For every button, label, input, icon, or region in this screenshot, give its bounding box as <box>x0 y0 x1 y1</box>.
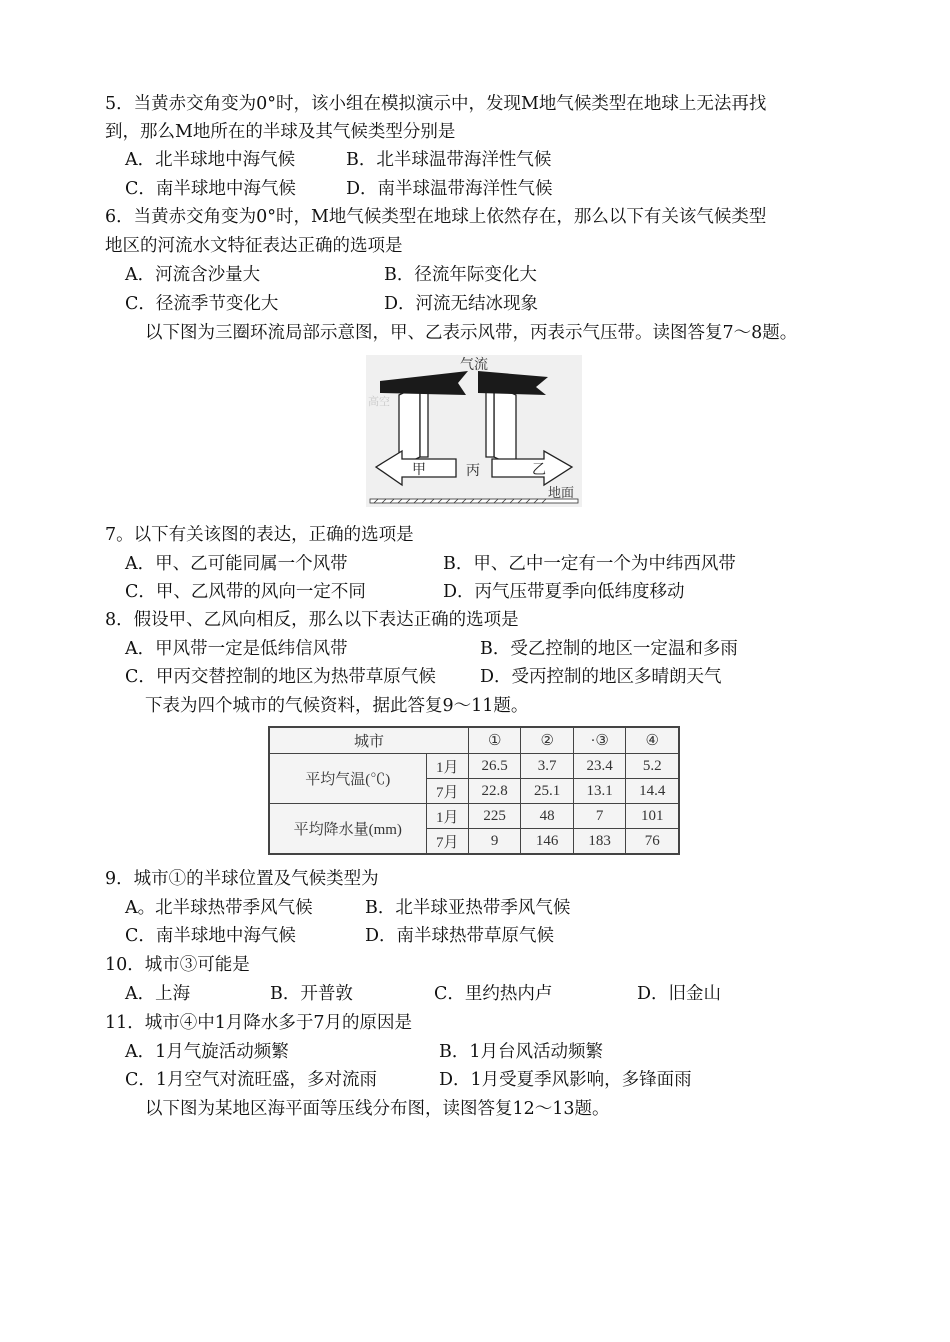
table-cell: 225 <box>468 804 521 829</box>
q11-option-a: A．1月气旋活动频繁 <box>125 1042 289 1062</box>
city-2: ② <box>521 728 574 754</box>
table-cell: 3.7 <box>521 754 574 779</box>
q7-option-d: D．丙气压带夏季向低纬度移动 <box>443 582 685 602</box>
q8-option-b: B．受乙控制的地区一定温和多雨 <box>480 639 738 659</box>
q6-option-c: C．径流季节变化大 <box>125 294 279 314</box>
table-cell: 146 <box>521 829 574 854</box>
q11-option-b: B．1月台风活动频繁 <box>439 1042 603 1062</box>
month-jul: 7月 <box>426 829 468 854</box>
table-cell: 101 <box>626 804 679 829</box>
table-cell: 14.4 <box>626 779 679 804</box>
city-4: ④ <box>626 728 679 754</box>
table-cell: 9 <box>468 829 521 854</box>
q5-option-d: D．南半球温带海洋性气候 <box>346 179 553 199</box>
q6-option-d: D．河流无结冰现象 <box>384 294 539 314</box>
q5-option-c: C．南半球地中海气候 <box>125 179 296 199</box>
month-jul: 7月 <box>426 779 468 804</box>
city-3: ·③ <box>573 728 626 754</box>
q10-stem: 10．城市③可能是 <box>105 955 250 975</box>
q7-option-a: A．甲、乙可能同属一个风带 <box>125 554 348 574</box>
table-cell: 5.2 <box>626 754 679 779</box>
q8-option-c: C．甲丙交替控制的地区为热带草原气候 <box>125 667 436 687</box>
table-cell: 76 <box>626 829 679 854</box>
label-ground: 地面 <box>548 486 575 501</box>
q10-option-a: A．上海 <box>125 984 191 1004</box>
intro-7-8: 以下图为三圈环流局部示意图，甲、乙表示风带，丙表示气压带。读图答复7～8题。 <box>145 323 798 343</box>
month-jan: 1月 <box>426 754 468 779</box>
q10-option-d: D．旧金山 <box>637 984 722 1004</box>
label-faded: 高空 <box>368 395 390 408</box>
climate-table <box>268 726 680 855</box>
table-cell: 48 <box>521 804 574 829</box>
q6-option-b: B．径流年际变化大 <box>384 265 537 285</box>
q11-stem: 11．城市④中1月降水多于7月的原因是 <box>105 1013 413 1033</box>
q10-option-c: C．里约热内卢 <box>434 984 553 1004</box>
q8-option-d: D．受丙控制的地区多晴朗天气 <box>480 667 722 687</box>
q9-option-b: B．北半球亚热带季风气候 <box>365 898 571 918</box>
table-cell: 26.5 <box>468 754 521 779</box>
intro-12-13: 以下图为某地区海平面等压线分布图，读图答复12～13题。 <box>145 1099 610 1119</box>
temp-label: 平均气温(℃) <box>270 754 427 804</box>
table-cell: 183 <box>573 829 626 854</box>
table-cell: 22.8 <box>468 779 521 804</box>
intro-9-11: 下表为四个城市的气候资料，据此答复9～11题。 <box>145 696 529 716</box>
table-cell: 13.1 <box>573 779 626 804</box>
label-bing: 丙 <box>466 463 480 479</box>
table-cell: 7 <box>573 804 626 829</box>
q6-option-a: A．河流含沙量大 <box>125 265 261 285</box>
q9-option-a: A。北半球热带季风气候 <box>125 898 313 918</box>
label-jia: 甲 <box>412 462 426 478</box>
q5-stem-line1: 5．当黄赤交角变为0°时，该小组在模拟演示中，发现M地气候类型在地球上无法再找 <box>105 94 767 114</box>
q5-option-a: A．北半球地中海气候 <box>125 150 296 170</box>
precip-label: 平均降水量(mm) <box>270 804 427 854</box>
city-1: ① <box>468 728 521 754</box>
q11-option-c: C．1月空气对流旺盛，多对流雨 <box>125 1070 378 1090</box>
label-airflow: 气流 <box>460 357 488 373</box>
q8-stem: 8．假设甲、乙风向相反，那么以下表达正确的选项是 <box>105 610 519 630</box>
month-jan: 1月 <box>426 804 468 829</box>
circulation-diagram <box>366 355 582 507</box>
q7-option-b: B．甲、乙中一定有一个为中纬西风带 <box>443 554 736 574</box>
table-cell: 25.1 <box>521 779 574 804</box>
table-cell: 23.4 <box>573 754 626 779</box>
q6-stem-line1: 6．当黄赤交角变为0°时，M地气候类型在地球上依然存在，那么以下有关该气候类型 <box>105 207 767 227</box>
label-yi: 乙 <box>532 462 546 478</box>
header-city: 城市 <box>270 728 469 754</box>
q8-option-a: A．甲风带一定是低纬信风带 <box>125 639 348 659</box>
q9-option-c: C．南半球地中海气候 <box>125 926 296 946</box>
q7-option-c: C．甲、乙风带的风向一定不同 <box>125 582 366 602</box>
q11-option-d: D．1月受夏季风影响，多锋面雨 <box>439 1070 692 1090</box>
q5-stem-line2: 到，那么M地所在的半球及其气候类型分别是 <box>105 122 456 142</box>
q5-option-b: B．北半球温带海洋性气候 <box>346 150 552 170</box>
q9-option-d: D．南半球热带草原气候 <box>365 926 555 946</box>
q6-stem-line2: 地区的河流水文特征表达正确的选项是 <box>105 236 403 256</box>
q10-option-b: B．开普敦 <box>270 984 353 1004</box>
q9-stem: 9．城市①的半球位置及气候类型为 <box>105 869 379 889</box>
q7-stem: 7。以下有关该图的表达，正确的选项是 <box>105 525 414 545</box>
